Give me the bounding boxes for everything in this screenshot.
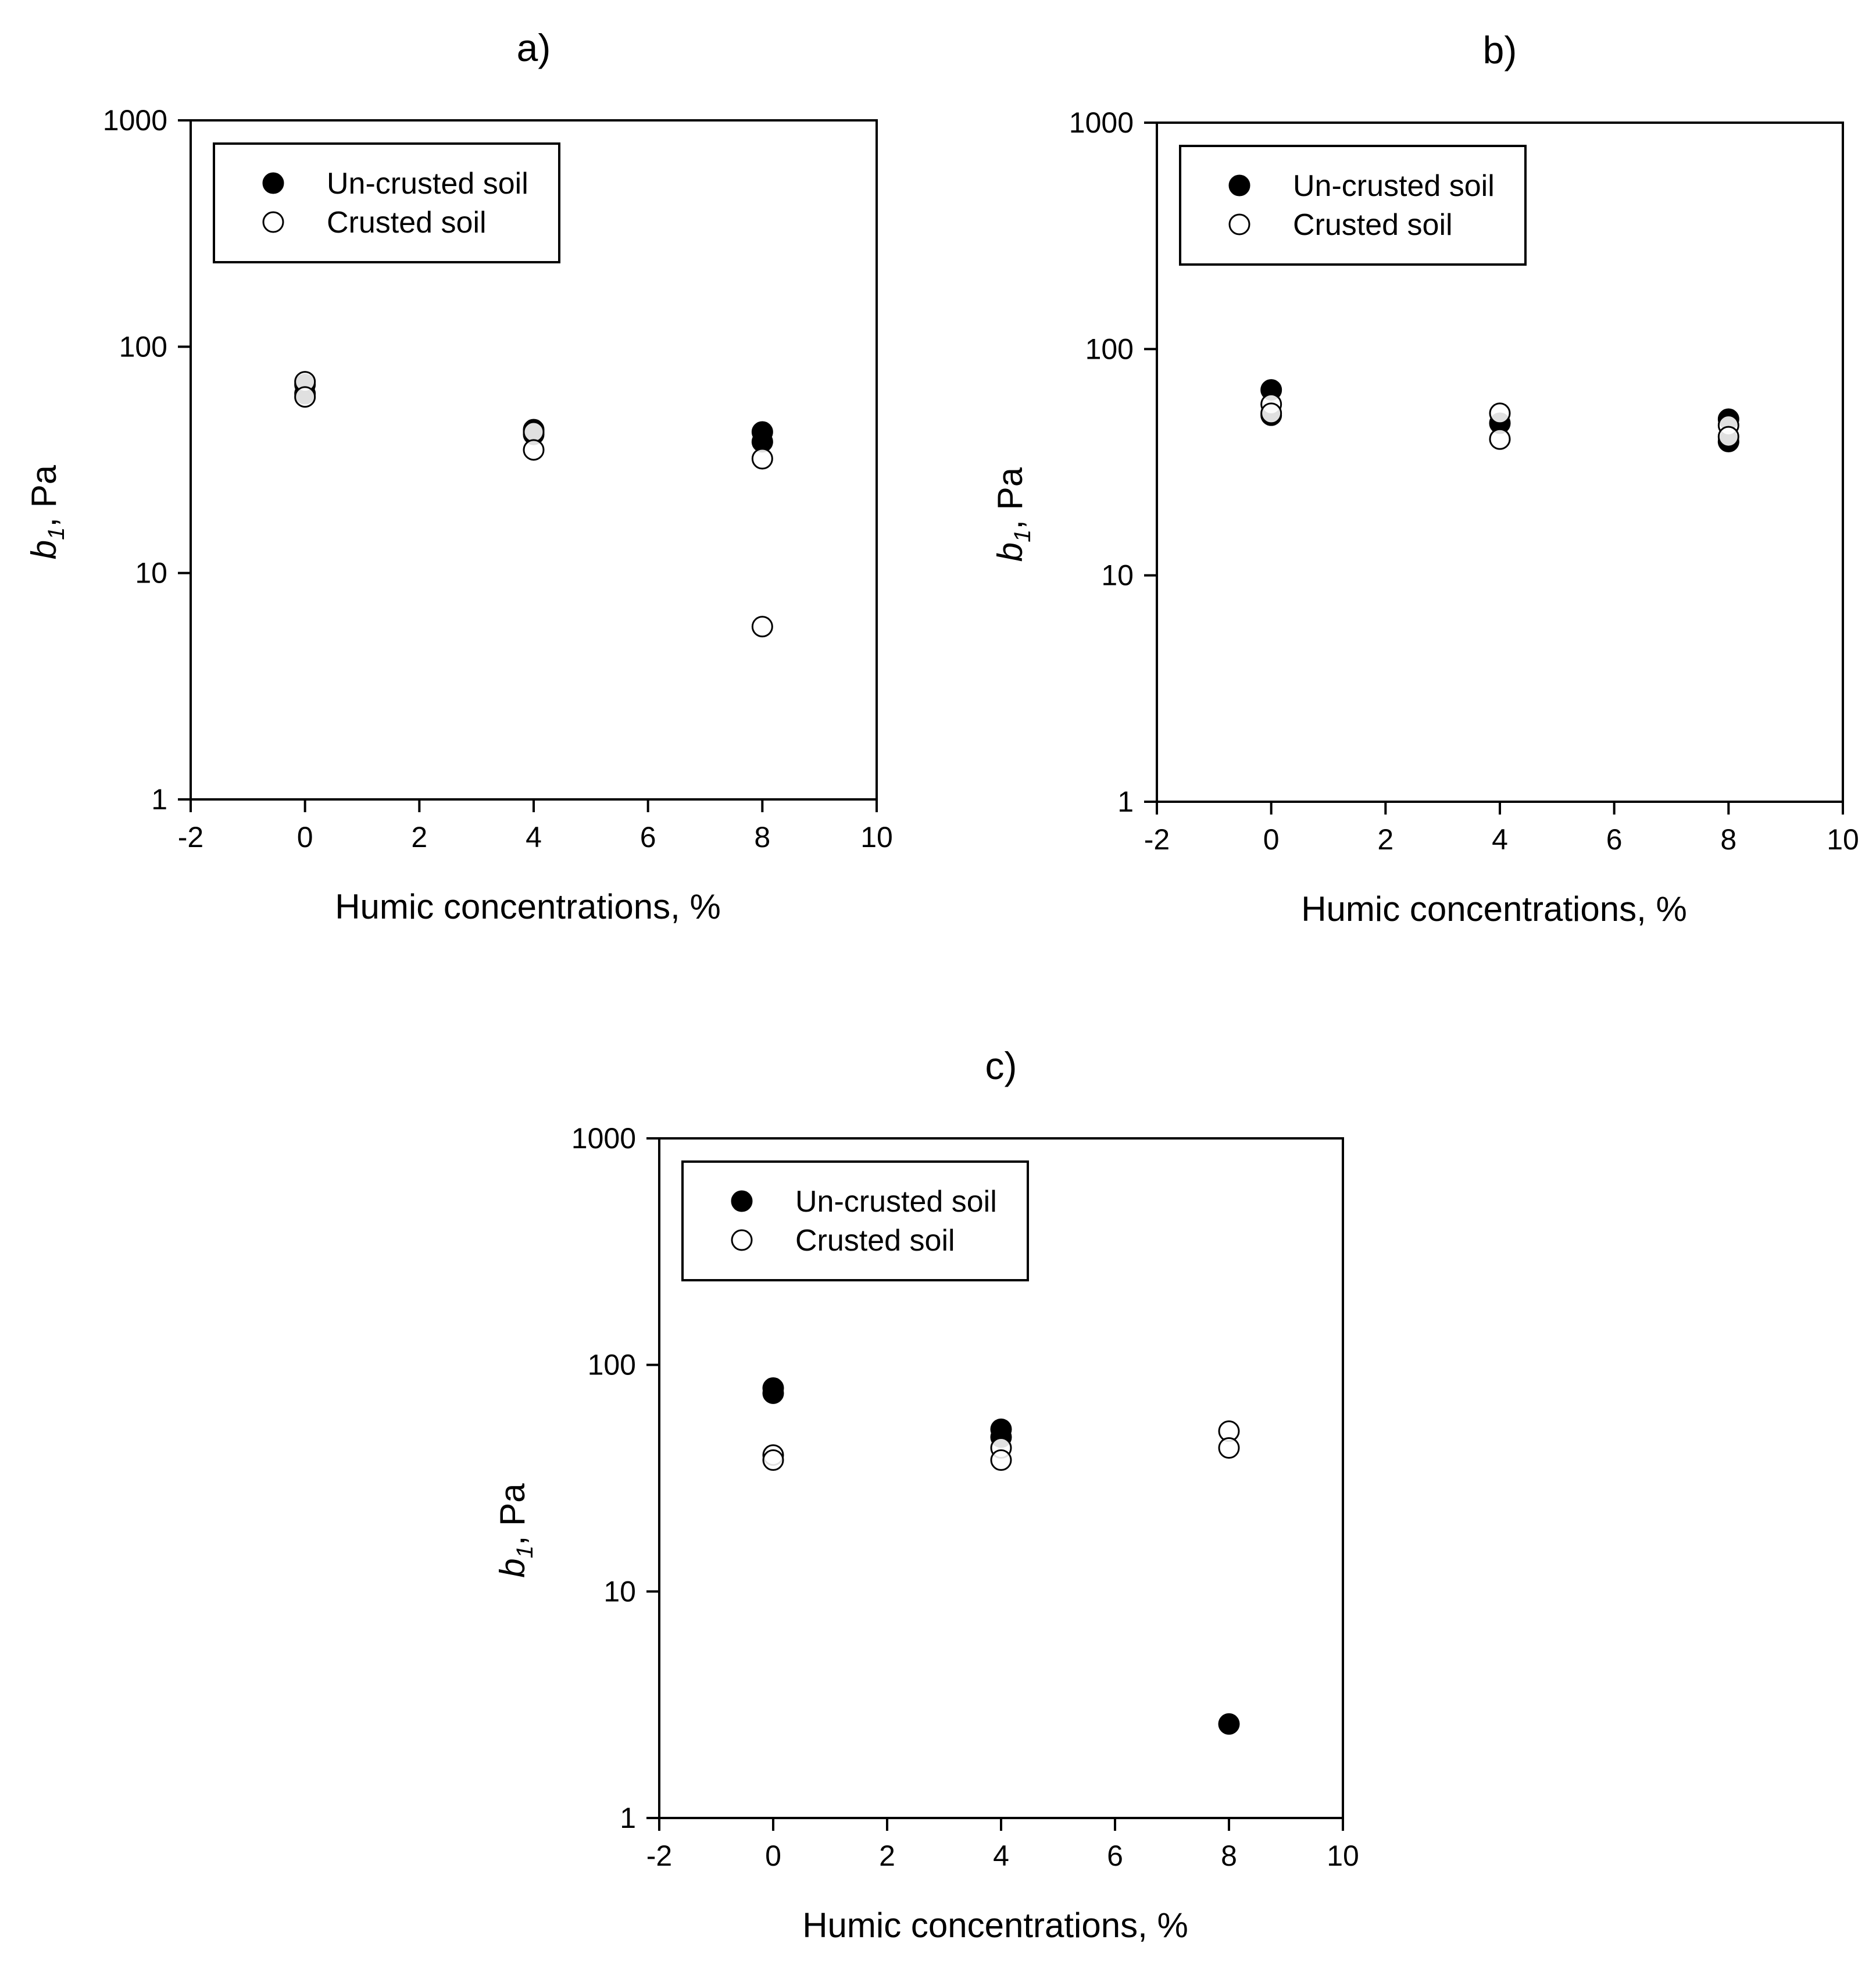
data-point bbox=[1219, 1438, 1239, 1458]
y-tick-label: 10 bbox=[1101, 559, 1134, 592]
x-axis-label: Humic concentrations, % bbox=[802, 1906, 1188, 1945]
data-point bbox=[524, 440, 544, 460]
x-tick-label: -2 bbox=[1144, 823, 1170, 856]
legend-label: Crusted soil bbox=[327, 206, 487, 240]
legend-marker bbox=[1230, 215, 1249, 234]
y-axis-label bbox=[991, 467, 1035, 562]
data-point bbox=[1262, 403, 1281, 423]
legend-marker bbox=[732, 1191, 752, 1211]
x-tick-label: 6 bbox=[1606, 823, 1623, 856]
panel-a bbox=[24, 26, 893, 926]
x-tick-label: 2 bbox=[879, 1840, 895, 1872]
x-tick-label: 2 bbox=[411, 821, 428, 853]
legend-label: Un-crusted soil bbox=[795, 1185, 997, 1219]
x-tick-label: 0 bbox=[765, 1840, 781, 1872]
legend-marker bbox=[732, 1230, 752, 1250]
series-crusted bbox=[295, 372, 773, 637]
data-point bbox=[1718, 427, 1738, 447]
x-tick-label: 10 bbox=[1827, 823, 1859, 856]
legend-marker bbox=[1230, 176, 1249, 195]
x-tick-label: -2 bbox=[646, 1840, 673, 1872]
x-tick-label: 0 bbox=[1263, 823, 1280, 856]
x-tick-label: 4 bbox=[1492, 823, 1508, 856]
y-tick-label: 100 bbox=[1085, 333, 1134, 366]
series-un-crusted bbox=[763, 1378, 1239, 1734]
data-point bbox=[1490, 429, 1510, 449]
y-axis-label-unit: , Pa bbox=[24, 465, 63, 527]
x-axis-label: Humic concentrations, % bbox=[335, 887, 721, 926]
y-axis-label-var: b bbox=[493, 1558, 532, 1578]
legend-marker bbox=[263, 173, 283, 193]
legend-label: Un-crusted soil bbox=[1293, 169, 1495, 203]
panel-title: b) bbox=[1482, 28, 1517, 72]
panel-title: a) bbox=[516, 26, 551, 69]
legend-box bbox=[214, 144, 559, 262]
data-point bbox=[524, 422, 544, 442]
y-tick-label: 100 bbox=[119, 330, 167, 363]
panel-c bbox=[493, 1044, 1359, 1945]
x-tick-label: 10 bbox=[860, 821, 893, 853]
data-point bbox=[763, 1383, 783, 1403]
y-tick-label: 10 bbox=[603, 1575, 636, 1608]
legend-box bbox=[682, 1162, 1028, 1280]
x-tick-label: 8 bbox=[1221, 1840, 1237, 1872]
y-tick-label: 1 bbox=[151, 783, 167, 816]
panel-title: c) bbox=[985, 1044, 1017, 1087]
y-tick-label: 100 bbox=[587, 1348, 636, 1381]
legend-label: Un-crusted soil bbox=[327, 167, 528, 201]
y-tick-label: 1 bbox=[1117, 785, 1134, 818]
y-axis-label-unit: , Pa bbox=[493, 1483, 532, 1546]
panel-b bbox=[991, 28, 1859, 928]
x-tick-label: 8 bbox=[1720, 823, 1737, 856]
legend bbox=[214, 144, 559, 262]
data-point bbox=[1219, 1714, 1239, 1734]
x-tick-label: 4 bbox=[993, 1840, 1009, 1872]
data-point bbox=[763, 1450, 783, 1470]
legend-label: Crusted soil bbox=[1293, 208, 1453, 242]
series-crusted bbox=[1262, 394, 1739, 449]
y-axis-label-var: b bbox=[24, 540, 63, 560]
y-axis-label-var: b bbox=[991, 542, 1030, 562]
data-point bbox=[752, 449, 772, 469]
x-tick-label: 4 bbox=[526, 821, 542, 853]
legend-box bbox=[1180, 146, 1525, 265]
x-axis-label: Humic concentrations, % bbox=[1301, 890, 1687, 928]
x-tick-label: 6 bbox=[1107, 1840, 1123, 1872]
y-axis-label-sub: 1 bbox=[1010, 529, 1035, 542]
y-axis-label bbox=[493, 1483, 538, 1578]
y-axis-label bbox=[24, 465, 69, 559]
data-point bbox=[1490, 403, 1510, 423]
legend-label: Crusted soil bbox=[795, 1224, 955, 1258]
y-tick-label: 1000 bbox=[102, 104, 167, 137]
x-tick-label: 6 bbox=[639, 821, 656, 853]
y-tick-label: 10 bbox=[135, 556, 167, 590]
x-tick-label: 10 bbox=[1327, 1840, 1359, 1872]
data-point bbox=[991, 1450, 1011, 1470]
x-tick-label: 8 bbox=[754, 821, 771, 853]
y-axis-label-sub: 1 bbox=[44, 527, 69, 540]
y-tick-label: 1000 bbox=[1069, 106, 1134, 139]
y-axis-label-sub: 1 bbox=[512, 1545, 538, 1559]
data-point bbox=[295, 387, 315, 407]
data-point bbox=[752, 617, 772, 637]
legend-marker bbox=[263, 212, 283, 232]
y-tick-label: 1000 bbox=[571, 1122, 636, 1155]
x-tick-label: 2 bbox=[1377, 823, 1394, 856]
x-tick-label: -2 bbox=[177, 821, 204, 853]
y-axis-label-unit: , Pa bbox=[991, 467, 1030, 530]
y-tick-label: 1 bbox=[620, 1802, 636, 1834]
legend bbox=[682, 1162, 1028, 1280]
x-tick-label: 0 bbox=[296, 821, 313, 853]
legend bbox=[1180, 146, 1525, 265]
